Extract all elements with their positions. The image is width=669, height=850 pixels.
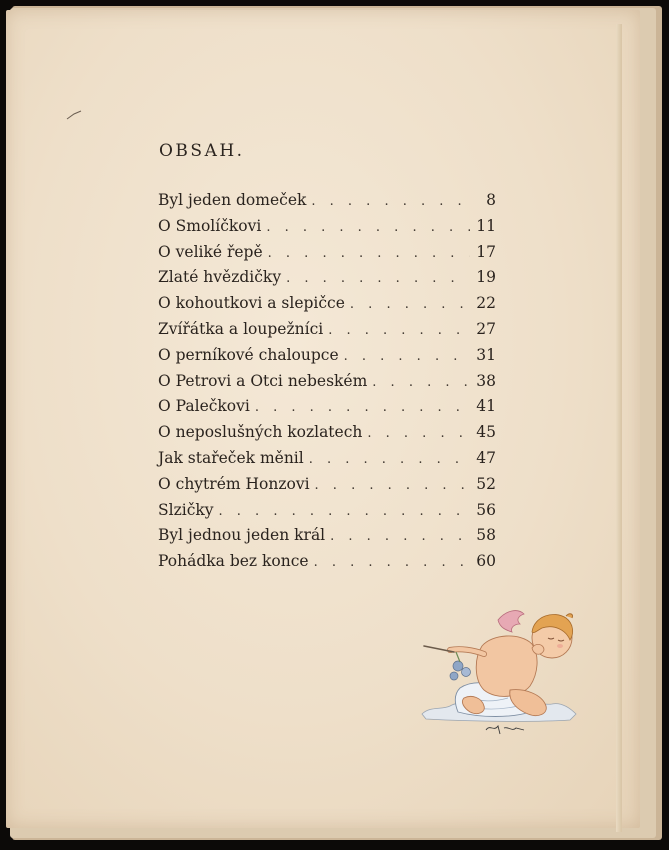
toc-entry-title: O chytrém Honzovi [158, 474, 310, 493]
toc-entry[interactable] [158, 420, 496, 446]
toc-entry-page: 38 [476, 371, 496, 390]
toc-entry-title: O kohoutkovi a slepičce [158, 294, 345, 313]
toc-entry-page: 58 [476, 526, 496, 545]
contents-heading: OBSAH. [159, 141, 245, 161]
toc-entry[interactable] [158, 291, 496, 317]
toc-entry-page: 45 [476, 423, 496, 442]
toc-entry-title: Zvířátka a loupežníci [158, 319, 324, 338]
toc-entry-title: O veliké řepě [158, 242, 263, 261]
toc-entry[interactable] [158, 369, 496, 395]
toc-leader-dots [304, 447, 470, 473]
toc-entry[interactable] [158, 343, 496, 369]
toc-entry[interactable] [158, 549, 496, 575]
toc-entry-page: 47 [476, 448, 496, 467]
toc-leader-dots [281, 266, 470, 292]
toc-entry-page: 17 [476, 242, 496, 261]
toc-entry-title: Byl jeden domeček [158, 191, 307, 209]
toc-entry-page: 52 [476, 474, 496, 493]
toc-leader-dots [345, 292, 470, 318]
toc-leader-dots [325, 524, 470, 550]
toc-leader-dots [323, 318, 470, 344]
toc-entry-title: Jak stařeček měnil [158, 448, 304, 467]
toc-entry-page: 19 [476, 268, 496, 287]
toc-entry[interactable] [158, 446, 496, 472]
toc-entry-title: O Smolíčkovi [158, 216, 262, 235]
toc-entry-page: 56 [476, 500, 496, 519]
toc-entry-page: 41 [476, 397, 496, 416]
book-page [6, 10, 640, 828]
toc-entry-page: 31 [476, 345, 496, 364]
toc-leader-dots [261, 215, 470, 241]
toc-leader-dots [310, 473, 470, 499]
toc-entry-title: Byl jednou jeden král [158, 526, 326, 545]
toc-entry[interactable] [158, 317, 496, 343]
toc-entry-page: 60 [476, 552, 496, 571]
toc-entry-title: Zlaté hvězdičky [158, 268, 282, 287]
toc-entry-page: 27 [476, 319, 496, 338]
toc-leader-dots [263, 241, 470, 267]
toc-entry[interactable] [158, 188, 496, 214]
toc-leader-dots [214, 499, 470, 525]
toc-leader-dots [367, 370, 470, 396]
toc-entry[interactable] [158, 472, 496, 498]
pencil-mark-icon [66, 110, 82, 120]
toc-entry[interactable] [158, 394, 496, 420]
toc-entry-title: Pohádka bez konce [158, 552, 309, 571]
toc-entry-title: O Palečkovi [158, 397, 250, 416]
toc-entry-title: O perníkové chaloupce [158, 345, 339, 364]
toc-entry[interactable] [158, 214, 496, 240]
toc-entry-title: Slzičky [158, 500, 214, 519]
toc-entry-page: 11 [476, 216, 496, 235]
toc-leader-dots [339, 344, 470, 370]
toc-leader-dots [250, 395, 470, 421]
toc-entry-page: 8 [486, 191, 496, 209]
toc-entry-title: O Petrovi a Otci nebeském [158, 371, 368, 390]
table-of-contents [158, 188, 496, 575]
toc-entry[interactable] [158, 523, 496, 549]
cherub-illustration-icon [420, 602, 580, 740]
toc-leader-dots [306, 189, 470, 215]
toc-entry[interactable] [158, 240, 496, 266]
toc-entry-page: 22 [476, 294, 496, 313]
toc-leader-dots [362, 421, 470, 447]
toc-entry[interactable] [158, 498, 496, 524]
toc-leader-dots [309, 550, 470, 576]
toc-entry-title: O neposlušných kozlatech [158, 423, 363, 442]
page-edge [616, 24, 622, 832]
toc-entry[interactable] [158, 265, 496, 291]
